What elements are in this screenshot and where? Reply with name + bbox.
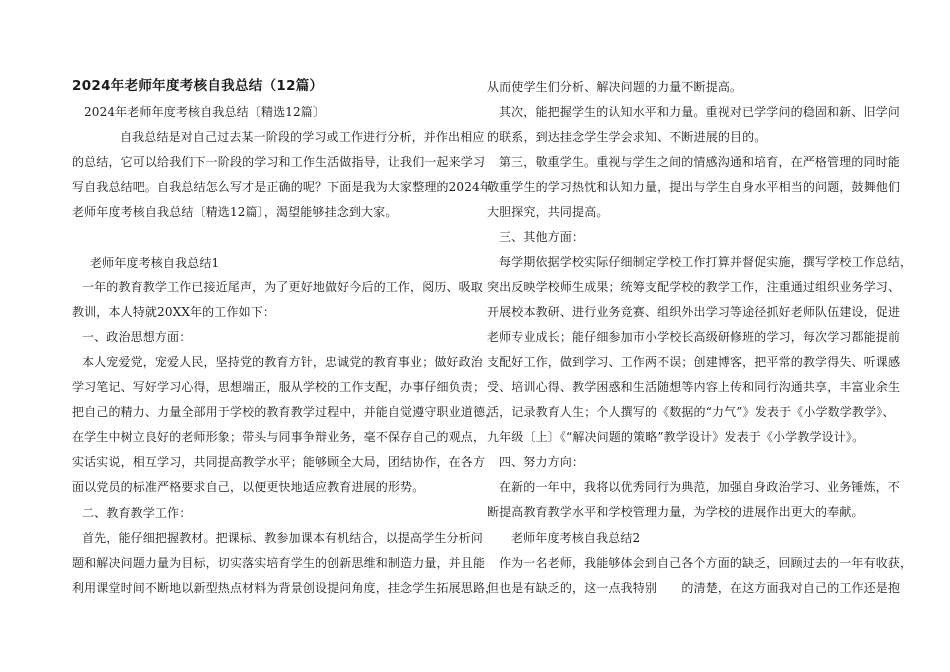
paragraph-line: 教训，本人特就20XX年的工作如下： [72, 305, 276, 319]
paragraph-line: 开展校本教研、进行业务竞赛、组织外出学习等途径抓好老师队伍建设，促进 [487, 305, 901, 319]
paragraph-line: 其次，能把握学生的认知水平和力量。重视对已学学问的稳固和新、旧学问 [499, 105, 900, 119]
intro-line: 老师年度考核自我总结〔精选12篇〕，渴望能够挂念到大家。 [72, 205, 398, 219]
intro-line: 写自我总结吧。自我总结怎么写才是正确的呢？下面是我为大家整理的2024年 [72, 180, 492, 194]
section-heading-1: 老师年度考核自我总结1 [90, 256, 220, 270]
paragraph-line: 但也是有缺乏的，这一点我特别 的清楚，在这方面我对自己的工作还是抱 [487, 581, 901, 595]
paragraph-line: 敬重学生的学习热忱和认知力量，提出与学生自身水平相当的问题，鼓舞他们 [487, 180, 901, 194]
paragraph-line: 利用课堂时间不断地以新型热点材料为背景创设提问角度，挂念学生拓展思路， [72, 581, 498, 595]
subheading-other: 三、其他方面： [499, 230, 585, 244]
paragraph-line: 九年级〔上〕《“解决问题的策略”教学设计》发表于《小学教学设计》。 [487, 430, 865, 444]
paragraph-line: 作为一名老师，我能够体会到自己各个方面的缺乏，回顾过去的一年有收获， [499, 556, 913, 570]
paragraph-line: 从而使学生们分析、解决问题的力量不断提高。 [487, 80, 743, 94]
paragraph-line: 在新的一年中，我将以优秀同行为典范，加强自身政治学习、业务锤炼，不 [499, 480, 900, 494]
subheading-teaching: 二、教育教学工作： [82, 506, 192, 520]
section-heading-2: 老师年度考核自我总结2 [511, 531, 641, 545]
paragraph-line: 第三，敬重学生。重视与学生之间的情感沟通和培育，在严格管理的同时能 [499, 155, 900, 169]
paragraph-line: 断提高教育教学水平和学校管理力量，为学校的进展作出更大的奉献。 [487, 505, 864, 519]
paragraph-line: 活，记录教育人生；个人撰写的《数据的“力气”》发表于《小学数学教学》、 [487, 405, 895, 419]
paragraph-line: 突出反映学校师生成果；统筹支配学校的教学工作，注重通过组织业务学习、 [487, 280, 901, 294]
paragraph-line: 面以党员的标准严格要求自己，以便更快地适应教育进展的形势。 [72, 480, 425, 494]
paragraph-line: 实话实说，相互学习，共同提高教学水平；能够顾全大局，团结协作，在各方 [72, 455, 486, 469]
subheading-direction: 四、努力方向： [499, 455, 585, 469]
paragraph-line: 一年的教育教学工作已接近尾声，为了更好地做好今后的工作，阅历、吸取 [82, 280, 483, 294]
paragraph-line: 把自己的精力、力量全部用于学校的教育教学过程中，并能自觉遵守职业道德， [72, 405, 498, 419]
paragraph-line: 本人宠爱党，宠爱人民，坚持党的教育方针，忠诚党的教育事业；做好政治 [82, 355, 483, 369]
paragraph-line: 的联系，到达挂念学生学会求知、不断进展的目的。 [487, 130, 767, 144]
paragraph-line: 大胆探究，共同提高。 [487, 205, 609, 219]
paragraph-line: 老师专业成长；能仔细参加市小学校长高级研修班的学习，每次学习都能提前 [487, 330, 901, 344]
paragraph-line: 学习笔记、写好学习心得，思想端正，服从学校的工作支配，办事仔细负责； [72, 380, 486, 394]
document-title: 2024年老师年度考核自我总结（12篇） [72, 78, 324, 94]
paragraph-line: 支配好工作，做到学习、工作两不误；创建博客，把平常的教学得失、听课感 [487, 355, 901, 369]
paragraph-line: 受、培训心得、教学困惑和生活随想等内容上传和同行沟通共享，丰富业余生 [487, 380, 901, 394]
paragraph-line: 题和解决问题力量为目标，切实落实培育学生的创新思维和制造力量，并且能 [72, 556, 486, 570]
paragraph-line: 首先，能仔细把握教材。把课标、教参加课本有机结合，以提高学生分析问 [82, 531, 483, 545]
intro-line: 的总结，它可以给我们下一阶段的学习和工作生活做指导，让我们一起来学习 [72, 155, 486, 169]
subheading-politics: 一、政治思想方面： [82, 330, 192, 344]
subtitle: 2024年老师年度考核自我总结〔精选12篇〕 [84, 105, 326, 119]
paragraph-line: 在学生中树立良好的老师形象；带头与同事争辩业务，毫不保存自己的观点， [72, 430, 486, 444]
intro-line: 自我总结是对自己过去某一阶段的学习或工作进行分析，并作出相应 [120, 130, 485, 144]
paragraph-line: 每学期依据学校实际仔细制定学校工作打算并督促实施，撰写学校工作总结， [499, 255, 913, 269]
